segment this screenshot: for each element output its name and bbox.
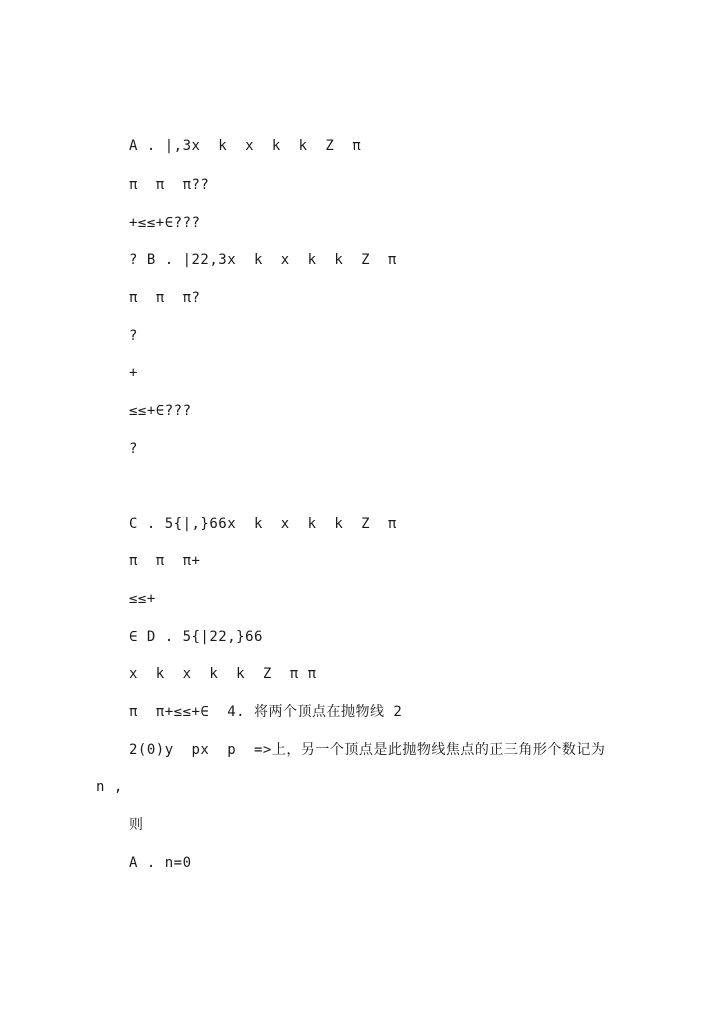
option-d-formula: ∈ D . 5{|22,}66: [129, 629, 263, 645]
text-line: π π π?: [129, 290, 201, 306]
question-4-continuation: n ,: [96, 779, 123, 795]
option-b-formula: ? B . |22,3x k x k k Z π: [129, 252, 397, 268]
option-a-formula: A . |,3x k x k k Z π: [129, 138, 362, 154]
text-line: ?: [129, 441, 138, 457]
text-line: x k x k k Z π π: [129, 666, 317, 682]
option-c-formula: C . 5{|,}66x k x k k Z π: [129, 516, 397, 532]
text-line: ≤≤+: [129, 591, 156, 607]
text-line: ≤≤+∈???: [129, 403, 192, 419]
text-line: π π π??: [129, 177, 210, 193]
text-line: +: [129, 365, 138, 381]
text-line: π π π+: [129, 553, 201, 569]
question-4-then: 则: [129, 817, 144, 833]
text-line: ?: [129, 328, 138, 344]
question-4-start: π π+≤≤+∈ 4. 将两个顶点在抛物线 2: [129, 704, 403, 720]
text-line: +≤≤+∈???: [129, 215, 201, 231]
question-4-body: 2(0)y px p =>上，另一个顶点是此抛物线焦点的正三角形个数记为: [129, 742, 606, 758]
option-a-answer: A . n=0: [129, 855, 192, 871]
